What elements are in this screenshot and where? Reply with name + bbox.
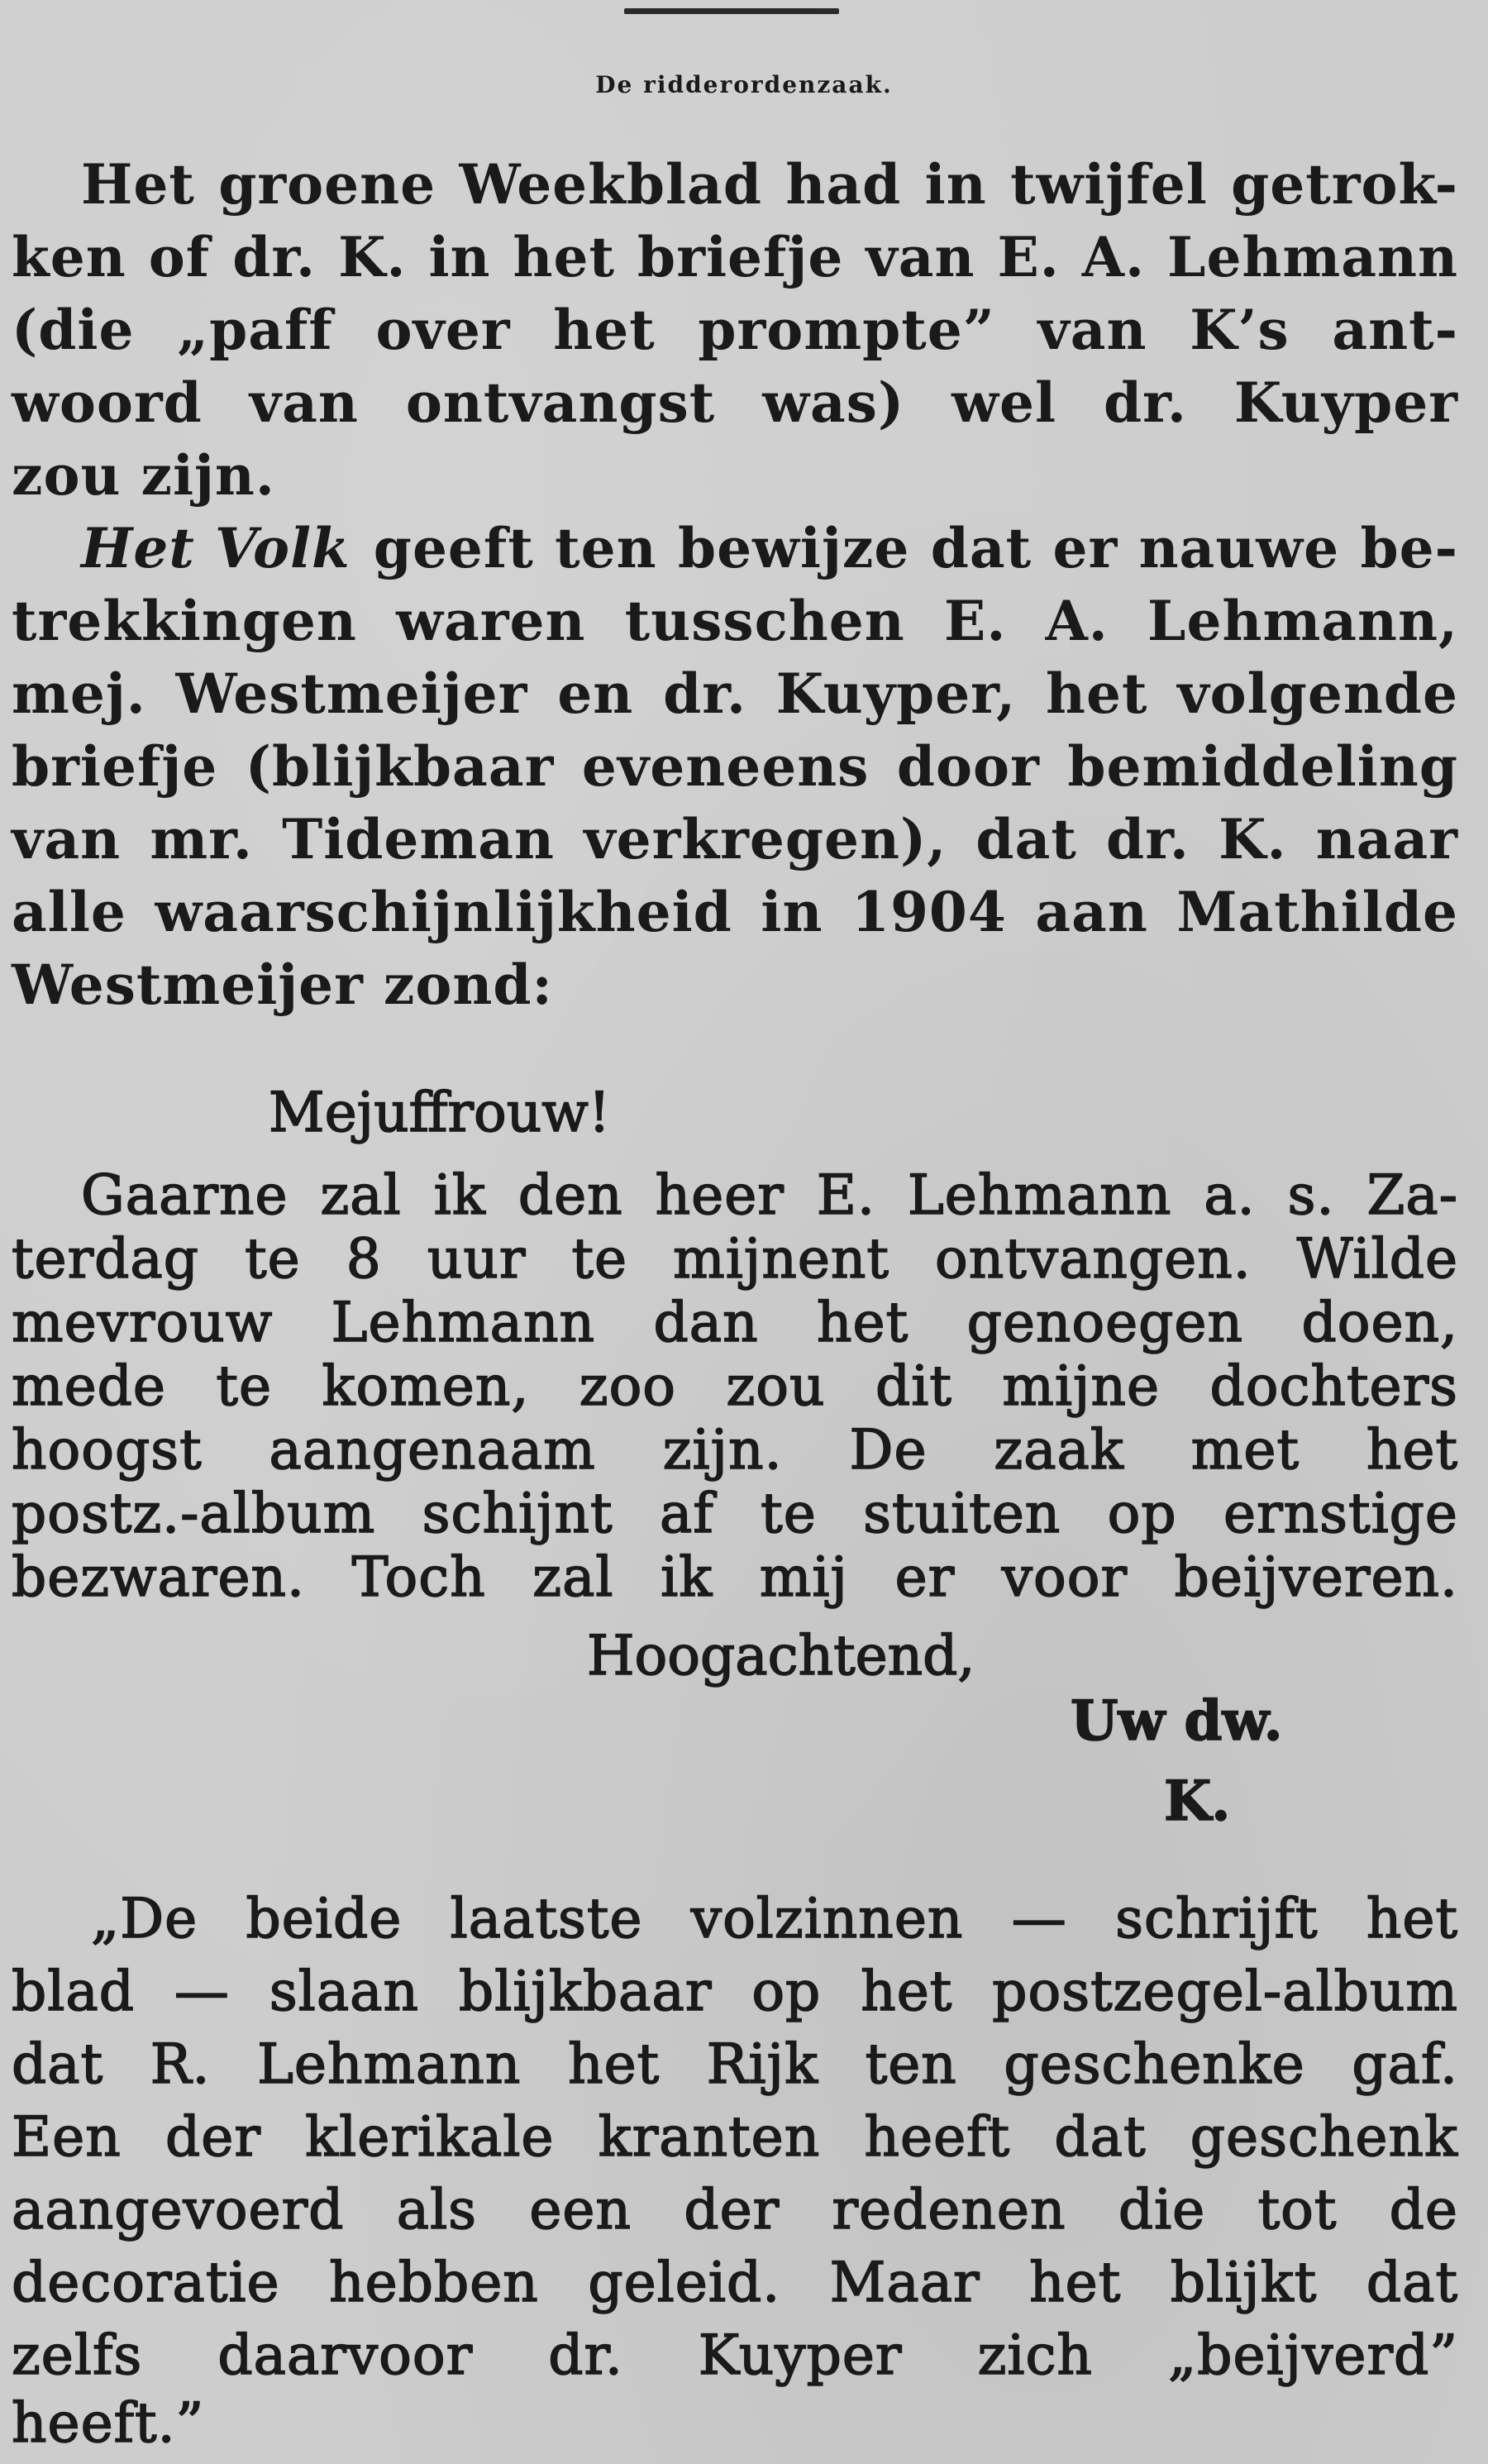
para2-line-6: alle waarschijnlijkheid in 1904 aan Mathilde xyxy=(12,880,1458,944)
para2-line-2: trekkingen waren tusschen E. A. Lehmann, xyxy=(12,589,1458,653)
publication-name: Het Volk xyxy=(81,516,351,580)
top-divider-rule xyxy=(624,8,839,14)
para3-line-8: heeft.” xyxy=(12,2391,205,2455)
para2-line-3: mej. Westmeijer en dr. Kuyper, het volgende xyxy=(12,661,1458,726)
para1-line-4: woord van ontvangst was) wel dr. Kuyper xyxy=(12,370,1458,435)
para2-line-1 xyxy=(81,514,1458,582)
letter-signature-line-1: Uw dw. xyxy=(1071,1688,1283,1753)
letter-line-2: terdag te 8 uur te mijnent ontvangen. Wilde xyxy=(12,1227,1458,1291)
letter-line-1: Gaarne zal ik den heer E. Lehmann a. s. Za- xyxy=(81,1163,1458,1227)
letter-line-4: mede te komen, zoo zou dit mijne dochters xyxy=(12,1354,1458,1418)
letter-line-7: bezwaren. Toch zal ik mij er voor beijveren. xyxy=(12,1545,1458,1609)
para3-line-7: zelfs daarvoor dr. Kuyper zich „beijverd” xyxy=(12,2323,1458,2387)
para2-line-7: Westmeijer zond: xyxy=(12,953,553,1017)
para2-line-1-rest: geeft ten bewijze dat er nauwe be- xyxy=(373,516,1458,580)
para1-line-3: (die „paff over het prompte” van K’s ant- xyxy=(12,298,1458,362)
letter-salutation: Mejuffrouw! xyxy=(269,1081,611,1144)
para1-line-1: Het groene Weekblad had in twijfel getrok- xyxy=(81,152,1458,217)
para3-line-1: „De beide laatste volzinnen — schrijft het xyxy=(91,1887,1458,1951)
para3-line-4: Een der klerikale kranten heeft dat geschenk xyxy=(12,2105,1458,2169)
letter-line-3: mevrouw Lehmann dan het genoegen doen, xyxy=(12,1291,1458,1354)
para3-line-3: dat R. Lehmann het Rijk ten geschenke gaf. xyxy=(12,2032,1458,2096)
letter-closing: Hoogachtend, xyxy=(587,1624,975,1688)
para1-line-5: zou zijn. xyxy=(12,443,275,508)
para1-line-2: ken of dr. K. in het briefje van E. A. Lehmann xyxy=(12,225,1458,289)
letter-signature-line-2: K. xyxy=(1164,1769,1231,1833)
para2-line-5: van mr. Tideman verkregen), dat dr. K. naar xyxy=(12,807,1458,871)
letter-line-6: postz.-album schijnt af te stuiten op ernstige xyxy=(12,1482,1458,1545)
article-title: De ridderordenzaak. xyxy=(595,71,893,98)
para2-line-4: briefje (blijkbaar eveneens door bemiddeling xyxy=(12,734,1458,799)
para3-line-6: decoratie hebben geleid. Maar het blijkt dat xyxy=(12,2251,1458,2314)
para3-line-5: aangevoerd als een der redenen die tot de xyxy=(12,2178,1458,2242)
letter-line-5: hoogst aangenaam zijn. De zaak met het xyxy=(12,1418,1458,1482)
para3-line-2: blad — slaan blijkbaar op het postzegel-album xyxy=(12,1960,1458,2023)
